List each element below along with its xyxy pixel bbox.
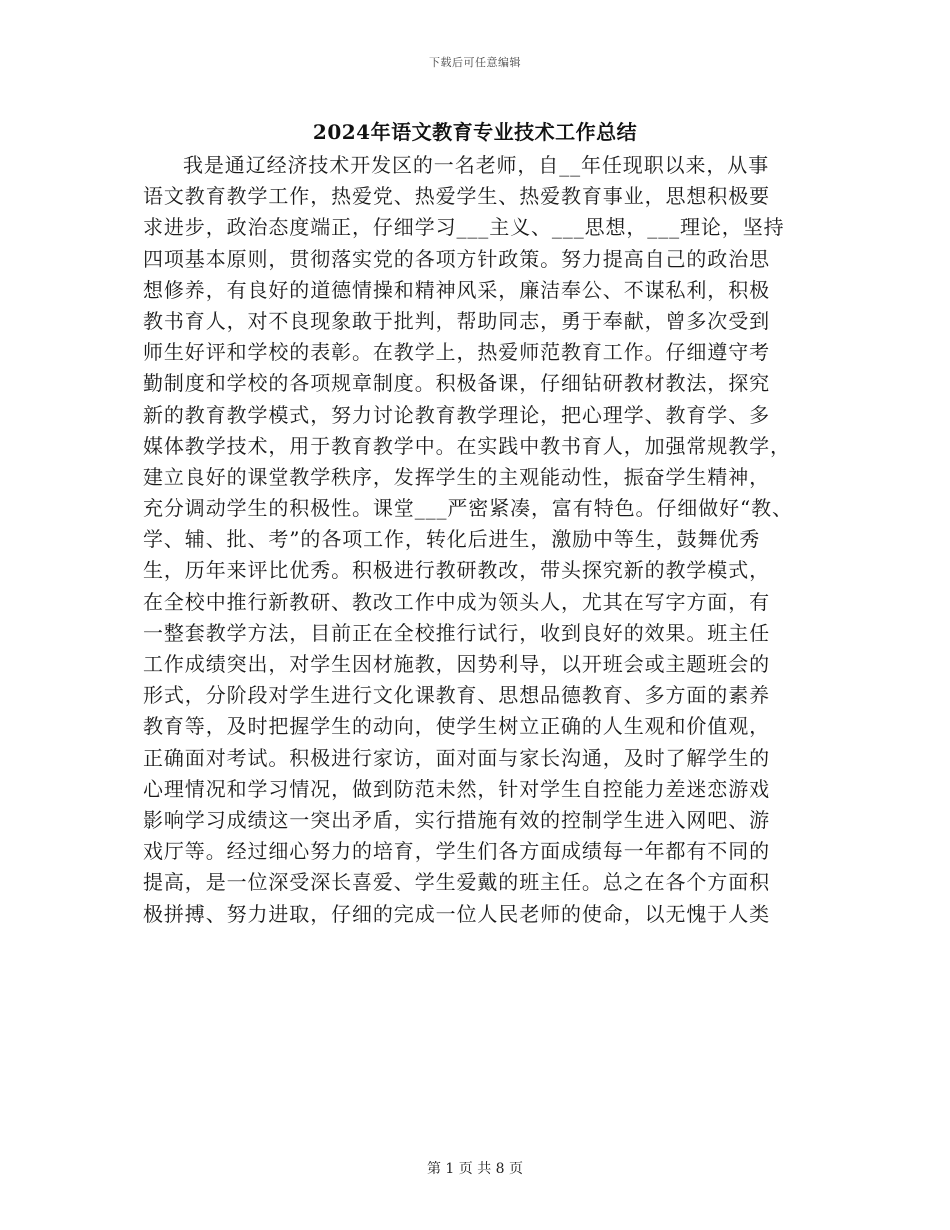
body-line: 正确面对考试。积极进行家访，面对面与家长沟通，及时了解学生的 xyxy=(143,745,770,770)
body-line: 四项基本原则，贯彻落实党的各项方针政策。努力提高自己的政治思 xyxy=(143,246,770,271)
body-line: 勤制度和学校的各项规章制度。积极备课，仔细钻研教材教法，探究 xyxy=(143,371,770,396)
body-line: 心理情况和学习情况，做到防范未然，针对学生自控能力差迷恋游戏 xyxy=(143,776,770,801)
body-line: 生，历年来评比优秀。积极进行教研教改，带头探究新的教学模式， xyxy=(143,558,770,583)
body-line: 师生好评和学校的表彰。在教学上，热爱师范教育工作。仔细遵守考 xyxy=(143,340,770,365)
body-line: 在全校中推行新教研、教改工作中成为领头人，尤其在写字方面，有 xyxy=(143,589,770,614)
body-line: 语文教育教学工作，热爱党、热爱学生、热爱教育事业，思想积极要 xyxy=(143,184,770,209)
body-line: 媒体教学技术，用于教育教学中。在实践中教书育人，加强常规教学， xyxy=(143,433,791,458)
body-line: 教育等，及时把握学生的动向，使学生树立正确的人生观和价值观， xyxy=(143,714,770,739)
page-number: 第 1 页 共 8 页 xyxy=(426,1161,524,1177)
body-line: 想修养，有良好的道德情操和精神风采，廉洁奉公、不谋私利，积极 xyxy=(143,277,770,302)
body-line: 提高，是一位深受深长喜爱、学生爱戴的班主任。总之在各个方面积 xyxy=(143,870,770,895)
body-line: 形式，分阶段对学生进行文化课教育、思想品德教育、多方面的素养 xyxy=(143,683,770,708)
body-line: 充分调动学生的积极性。课堂___严密紧凑，富有特色。仔细做好“教、 xyxy=(143,496,793,521)
body-line: 一整套教学方法，目前正在全校推行试行，收到良好的效果。班主任 xyxy=(143,620,770,645)
body-line: 极拼搏、努力进取，仔细的完成一位人民老师的使命，以无愧于人类 xyxy=(143,901,770,926)
document-title: 2024年语文教育专业技术工作总结 xyxy=(312,120,638,144)
body-line: 工作成绩突出，对学生因材施教，因势利导，以开班会或主题班会的 xyxy=(143,652,770,676)
body-line: 影响学习成绩这一突出矛盾，实行措施有效的控制学生进入网吧、游 xyxy=(143,807,770,832)
body-line: 教书育人，对不良现象敢于批判，帮助同志，勇于奉献，曾多次受到 xyxy=(143,308,770,333)
body-line: 戏厅等。经过细心努力的培育，学生们各方面成绩每一年都有不同的 xyxy=(143,839,770,864)
body-line: 求进步，政治态度端正，仔细学习___主义、___思想，___理论，坚持 xyxy=(143,215,785,240)
body-line: 学、辅、批、考”的各项工作，转化后进生，激励中等生，鼓舞优秀 xyxy=(143,527,761,552)
body-line: 我是通辽经济技术开发区的一名老师，自__年任现职以来，从事 xyxy=(183,153,770,177)
page-header-note: 下载后可任意编辑 xyxy=(429,56,521,69)
body-line: 建立良好的课堂教学秩序，发挥学生的主观能动性，振奋学生精神， xyxy=(143,464,770,489)
document-body xyxy=(143,150,823,930)
body-line: 新的教育教学模式，努力讨论教育教学理论，把心理学、教育学、多 xyxy=(143,402,770,427)
